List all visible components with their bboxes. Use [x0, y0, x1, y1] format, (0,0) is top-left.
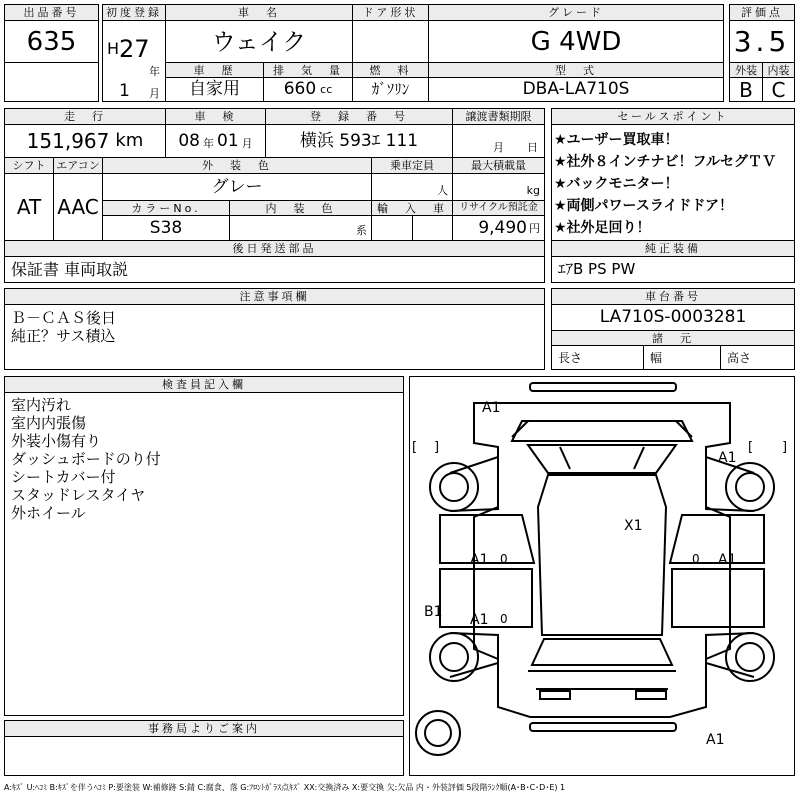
inspector-line: 外装小傷有り — [11, 432, 102, 450]
spare-wheel — [425, 720, 451, 746]
wheel-rear-left — [440, 643, 468, 671]
month: 1 — [119, 81, 130, 101]
inspector-label: 検査員記入欄 — [4, 376, 404, 393]
lot-blank — [4, 62, 99, 102]
hood — [512, 421, 692, 441]
inspection-month-unit: 月 — [241, 136, 253, 150]
first-reg-label: 初度登録 — [102, 4, 166, 21]
recycle: 9,490 — [478, 217, 527, 238]
int-label: 内装 — [762, 62, 795, 78]
recycle-box — [452, 215, 545, 241]
windshield — [528, 445, 676, 473]
inspector-line: 室内汚れ — [11, 396, 72, 414]
mark-spare-tire: A1 — [706, 732, 725, 748]
width-cell: 幅 — [643, 345, 721, 370]
first-reg-box — [102, 20, 166, 102]
displacement-label: 排 気 量 — [263, 62, 353, 78]
ext-color: グレー — [102, 173, 372, 201]
mark-left-rear-glass: 0 — [500, 612, 508, 626]
height-cell: 高さ — [720, 345, 795, 370]
tire-rear-left — [430, 633, 478, 681]
mark-front-right-fender: A1 — [718, 450, 737, 466]
history-label: 車 歴 — [165, 62, 264, 78]
legend: A:ｷｽﾞ U:ﾍｺﾐ B:ｷｽﾞを伴うﾍｺﾐ P:要塗装 W:補修跡 S:錆 C:腐食、落 G:ﾌﾛﾝﾄｶﾞﾗｽ点ｷｽﾞ XX:交換済み X:要交換 欠:欠品 内・外装評価 5段階ﾗﾝｸ順(A･B･C･D･E) 1 — [4, 783, 566, 792]
sales-point-item: ★社外８インチナビ！フルセグＴＶ — [554, 154, 776, 170]
mileage-box — [4, 124, 166, 158]
inspector-line: スタッドレスタイヤ — [11, 486, 146, 504]
vehicle-diagram-box — [409, 376, 795, 776]
shift: AT — [4, 173, 54, 241]
plate: 横浜 593ｴ 111 — [265, 124, 453, 158]
recycle-label: リサイクル預託金 — [452, 200, 545, 216]
color-no-label: カラーNo. — [102, 200, 230, 216]
bracket-left-front-open: [ — [412, 440, 418, 455]
later-parts-label: 後日発送部品 — [4, 240, 545, 257]
rear-light-left — [540, 691, 570, 699]
rear-light-right — [636, 691, 666, 699]
fuel-label: 燃 料 — [352, 62, 429, 78]
transfer-label: 譲渡書類期限 — [452, 108, 545, 125]
car-name: ウェイク — [165, 20, 353, 63]
bracket-right-front-close: ] — [782, 440, 788, 455]
wheel-front-right — [736, 473, 764, 501]
mark-right-front-glass: 0 — [692, 552, 700, 566]
int-color-box: 系 — [229, 215, 372, 241]
lot-no: 635 — [4, 20, 99, 63]
fuel: ｶﾞｿﾘﾝ — [352, 77, 429, 102]
genuine-equipment-label: 純正装備 — [551, 240, 795, 257]
month-unit: 月 — [149, 87, 160, 100]
tire-front-left — [430, 463, 478, 511]
import-label: 輸 入 車 — [371, 200, 453, 216]
mileage: 151,967 — [26, 129, 110, 153]
model: DBA-LA710S — [428, 77, 724, 102]
left-front-fender — [450, 457, 498, 511]
plate-label: 登 録 番 号 — [265, 108, 453, 125]
roof — [538, 475, 666, 635]
genuine-equipment: ｴｱB PS PW — [551, 256, 795, 283]
mirror-lines — [512, 421, 692, 437]
displacement-unit: cc — [320, 83, 333, 96]
mileage-unit: km — [115, 130, 144, 151]
inspector-box — [4, 392, 404, 716]
sales-point-item: ★ユーザー買取車！ — [554, 132, 679, 148]
length-cell: 長さ — [551, 345, 644, 370]
notes-box — [4, 304, 545, 370]
transfer-box — [452, 124, 545, 158]
lot-no-label: 出品番号 — [4, 4, 99, 21]
inspection-year-unit: 年 — [203, 136, 214, 150]
transfer-month-unit: 月 — [493, 141, 504, 154]
office-label: 事務局よりご案内 — [4, 720, 404, 737]
load-label: 最大積載量 — [452, 157, 545, 174]
rear-window — [532, 639, 672, 665]
inspector-line: 外ホイール — [11, 504, 86, 522]
chassis-no: LA710S-0003281 — [551, 304, 795, 331]
spare-tire — [416, 711, 460, 755]
wheel-rear-right — [736, 643, 764, 671]
ext-label: 外装 — [729, 62, 763, 78]
mark-right-front-door: A1 — [718, 552, 737, 568]
import-divider — [412, 216, 413, 240]
mark-left-front-glass: 0 — [500, 552, 508, 566]
capacity-box: 人 — [371, 173, 453, 201]
grade: G 4WD — [428, 20, 724, 63]
ext-grade: B — [729, 77, 763, 102]
inspection-month: 01 — [217, 130, 239, 151]
sales-point-item: ★社外足回り！ — [554, 220, 651, 236]
windshield-rib — [560, 447, 570, 469]
mileage-label: 走 行 — [4, 108, 166, 125]
displacement-box — [263, 77, 353, 102]
spec-label: 諸 元 — [551, 330, 795, 346]
year-unit: 年 — [149, 65, 160, 78]
sales-points-box — [551, 124, 795, 241]
aircon: AAC — [53, 173, 103, 241]
right-rear-door — [672, 569, 764, 627]
transfer-day-unit: 日 — [527, 141, 538, 154]
import-box — [371, 215, 453, 241]
office-box — [4, 736, 404, 776]
note-line: Ｂ－ＣＡＳ後日 — [11, 309, 117, 327]
rear-bumper-bar — [530, 723, 676, 731]
int-color-label: 内 装 色 — [229, 200, 372, 216]
year: 27 — [119, 35, 150, 63]
score-label: 評価点 — [729, 4, 795, 21]
inspection-box — [165, 124, 266, 158]
windshield-rib — [634, 447, 644, 469]
inspection-label: 車 検 — [165, 108, 266, 125]
tire-rear-right — [726, 633, 774, 681]
front-bumper-bar — [530, 383, 676, 391]
history: 自家用 — [165, 77, 264, 102]
mark-left-rear-quarter: B1 — [424, 604, 443, 620]
inspector-line: ダッシュボードのり付 — [11, 450, 161, 468]
sales-point-item: ★バックモニター！ — [554, 176, 679, 192]
aircon-label: エアコン — [53, 157, 103, 174]
model-label: 型 式 — [428, 62, 724, 78]
recycle-unit: 円 — [529, 221, 540, 235]
ext-color-label: 外 装 色 — [102, 157, 372, 174]
int-grade: C — [762, 77, 795, 102]
door — [352, 20, 429, 63]
bracket-right-front-open: [ — [748, 440, 754, 455]
door-label: ドア形状 — [352, 4, 429, 21]
wheel-front-left — [440, 473, 468, 501]
capacity-label: 乗車定員 — [371, 157, 453, 174]
era: H — [107, 39, 120, 58]
vehicle-diagram — [410, 377, 794, 775]
inspector-line: 室内内張傷 — [11, 414, 87, 432]
tire-front-right — [726, 463, 774, 511]
shift-label: シフト — [4, 157, 54, 174]
sales-points-label: セールスポイント — [551, 108, 795, 125]
chassis-label: 車台番号 — [551, 288, 795, 305]
grade-label: グレード — [428, 4, 724, 21]
inspector-line: シートカバー付 — [11, 468, 116, 486]
note-line: 純正？サス積込 — [11, 327, 116, 345]
later-parts: 保証書 車両取説 — [4, 256, 545, 283]
score: 3.5 — [729, 20, 795, 63]
bracket-left-front-close: ] — [434, 440, 440, 455]
color-no: S38 — [102, 215, 230, 241]
right-front-door — [670, 515, 764, 566]
displacement: 660 — [283, 79, 317, 99]
mark-left-front-door: A1 — [470, 552, 489, 568]
load-box: kg — [452, 173, 545, 201]
sales-point-item: ★両側パワースライドドア！ — [554, 198, 734, 214]
mark-left-rear-door: A1 — [470, 612, 489, 628]
inspection-year: 08 — [178, 130, 200, 151]
mark-front-left-bumper: A1 — [482, 400, 501, 416]
mark-roof: X1 — [624, 518, 643, 534]
notes-label: 注意事項欄 — [4, 288, 545, 305]
car-name-label: 車 名 — [165, 4, 353, 21]
